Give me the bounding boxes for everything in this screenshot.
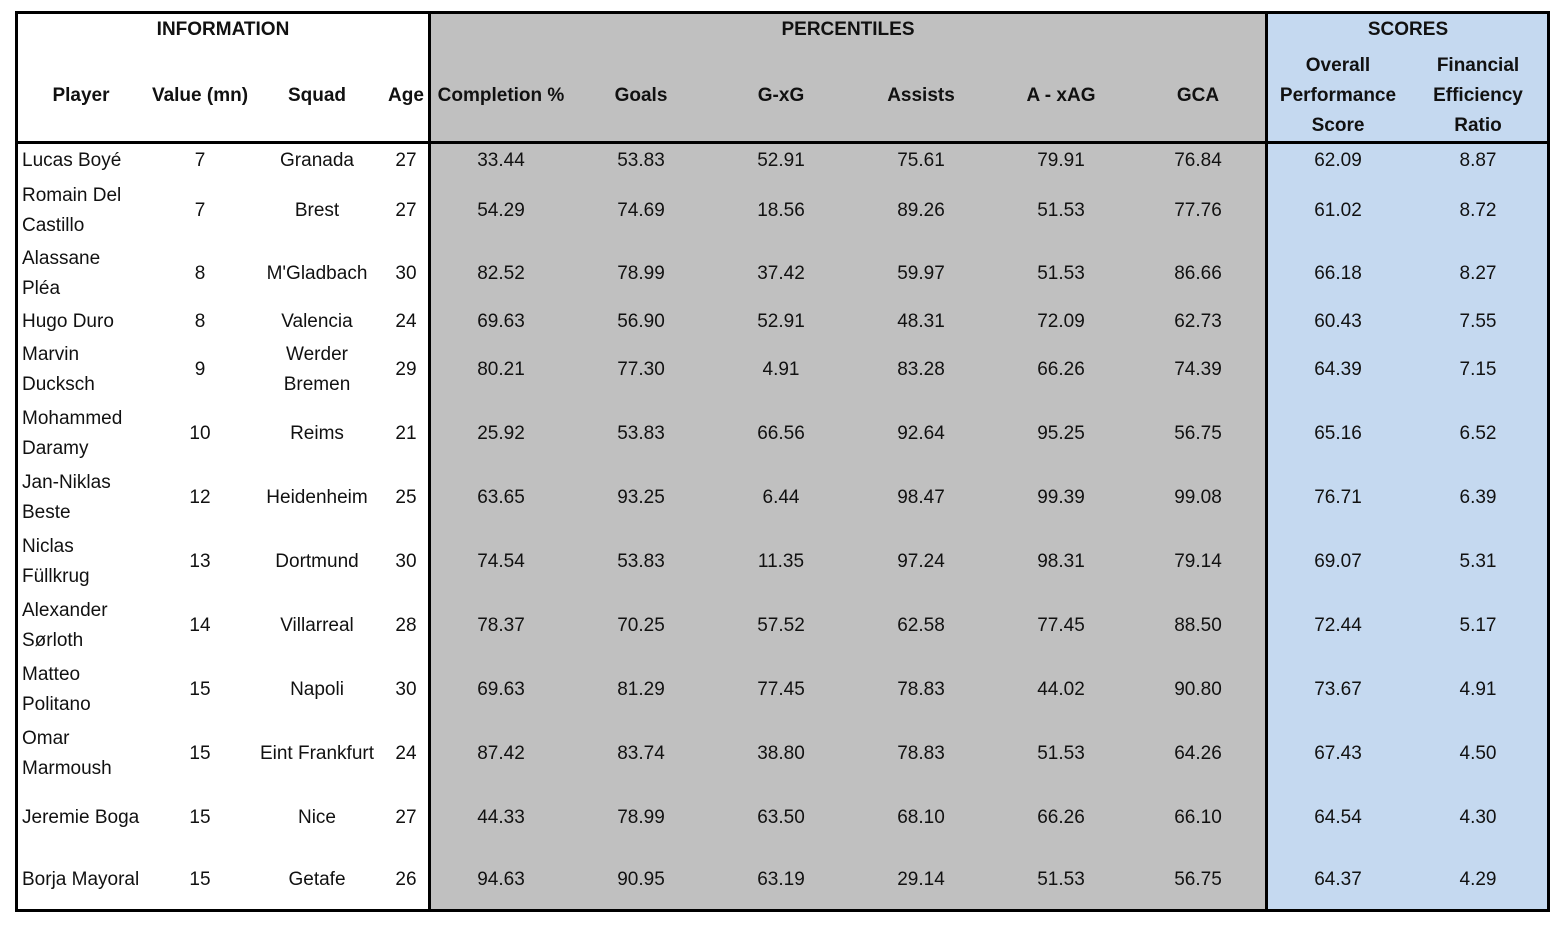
cell-financial-efficiency-ratio: 5.17 (1459, 615, 1497, 636)
cell-assists: 68.10 (897, 807, 945, 828)
cell-a-xag: 66.26 (1037, 359, 1085, 380)
column-header-label: A - xAG (1026, 85, 1096, 106)
cell-completion: 54.29 (477, 200, 525, 221)
cell-completion: 63.65 (477, 487, 525, 508)
cell-gca: 77.76 (1174, 200, 1222, 221)
cell-overall-performance-score: 66.18 (1314, 263, 1362, 284)
column-header-label: Financial Efficiency Ratio (1433, 55, 1523, 136)
cell-financial-efficiency-ratio: 8.27 (1459, 263, 1497, 284)
cell-assists: 83.28 (897, 359, 945, 380)
cell-player: Hugo Duro (22, 311, 114, 332)
cell-a-xag: 79.91 (1037, 150, 1085, 171)
cell-age: 30 (395, 551, 417, 572)
cell-gca: 79.14 (1174, 551, 1222, 572)
cell-player: Matteo Politano (22, 664, 91, 715)
cell-player: Romain Del Castillo (22, 185, 122, 236)
cell-player: Lucas Boyé (22, 150, 122, 171)
column-header-age (384, 50, 428, 142)
column-header-g-xg (711, 50, 851, 142)
cell-assists: 97.24 (897, 551, 945, 572)
cell-goals: 53.83 (617, 423, 665, 444)
player-table (15, 11, 1550, 912)
cell-age: 28 (395, 615, 417, 636)
cell-assists: 98.47 (897, 487, 945, 508)
cell-completion: 33.44 (477, 150, 525, 171)
cell-assists: 78.83 (897, 743, 945, 764)
cell-a-xag: 98.31 (1037, 551, 1085, 572)
cell-goals: 78.99 (617, 263, 665, 284)
cell-g-xg: 37.42 (757, 263, 805, 284)
column-header-label: Assists (887, 85, 955, 106)
column-header-squad (258, 50, 376, 142)
group-title-percentiles: PERCENTILES (781, 19, 915, 40)
cell-financial-efficiency-ratio: 8.87 (1459, 150, 1497, 171)
column-header-completion (431, 50, 571, 142)
cell-goals: 53.83 (617, 551, 665, 572)
cell-squad: Napoli (290, 679, 344, 700)
cell-completion: 69.63 (477, 679, 525, 700)
cell-a-xag: 51.53 (1037, 200, 1085, 221)
cell-value: 15 (189, 743, 211, 764)
cell-gca: 62.73 (1174, 311, 1222, 332)
cell-value: 15 (189, 869, 211, 890)
cell-overall-performance-score: 65.16 (1314, 423, 1362, 444)
cell-player: Niclas Füllkrug (22, 536, 90, 587)
cell-g-xg: 18.56 (757, 200, 805, 221)
cell-financial-efficiency-ratio: 6.39 (1459, 487, 1497, 508)
cell-financial-efficiency-ratio: 5.31 (1459, 551, 1497, 572)
cell-assists: 59.97 (897, 263, 945, 284)
cell-g-xg: 77.45 (757, 679, 805, 700)
cell-value: 7 (194, 200, 206, 221)
group-title-scores: SCORES (1367, 19, 1449, 40)
cell-completion: 80.21 (477, 359, 525, 380)
cell-assists: 89.26 (897, 200, 945, 221)
cell-age: 24 (395, 743, 417, 764)
column-header-financial-efficiency-ratio (1408, 50, 1548, 142)
cell-squad: Nice (297, 807, 336, 828)
column-header-goals (571, 50, 711, 142)
cell-value: 14 (189, 615, 211, 636)
cell-value: 8 (194, 311, 206, 332)
cell-gca: 56.75 (1174, 423, 1222, 444)
cell-age: 27 (395, 807, 417, 828)
column-header-label: G-xG (757, 85, 805, 106)
cell-g-xg: 63.19 (757, 869, 805, 890)
cell-goals: 56.90 (617, 311, 665, 332)
cell-gca: 88.50 (1174, 615, 1222, 636)
cell-financial-efficiency-ratio: 4.30 (1459, 807, 1497, 828)
cell-financial-efficiency-ratio: 8.72 (1459, 200, 1497, 221)
column-header-label: Overall Performance Score (1279, 55, 1397, 136)
cell-assists: 62.58 (897, 615, 945, 636)
cell-overall-performance-score: 69.07 (1314, 551, 1362, 572)
cell-overall-performance-score: 76.71 (1314, 487, 1362, 508)
column-header-label: Squad (287, 85, 347, 106)
cell-a-xag: 95.25 (1037, 423, 1085, 444)
cell-g-xg: 66.56 (757, 423, 805, 444)
column-header-label: Player (52, 85, 110, 106)
column-header-label: Completion % (437, 85, 565, 106)
column-header-a-xag (991, 50, 1131, 142)
cell-a-xag: 72.09 (1037, 311, 1085, 332)
cell-completion: 25.92 (477, 423, 525, 444)
cell-overall-performance-score: 61.02 (1314, 200, 1362, 221)
cell-age: 30 (395, 679, 417, 700)
cell-goals: 70.25 (617, 615, 665, 636)
cell-squad: Valencia (281, 311, 353, 332)
cell-age: 27 (395, 200, 417, 221)
cell-goals: 90.95 (617, 869, 665, 890)
cell-a-xag: 77.45 (1037, 615, 1085, 636)
cell-assists: 92.64 (897, 423, 945, 444)
cell-goals: 81.29 (617, 679, 665, 700)
cell-completion: 78.37 (477, 615, 525, 636)
cell-completion: 74.54 (477, 551, 525, 572)
cell-goals: 78.99 (617, 807, 665, 828)
cell-squad: Dortmund (275, 551, 359, 572)
cell-value: 15 (189, 807, 211, 828)
cell-g-xg: 11.35 (757, 551, 805, 572)
cell-squad: Reims (290, 423, 344, 444)
cell-financial-efficiency-ratio: 6.52 (1459, 423, 1497, 444)
cell-value: 15 (189, 679, 211, 700)
cell-financial-efficiency-ratio: 7.15 (1459, 359, 1497, 380)
cell-completion: 82.52 (477, 263, 525, 284)
cell-goals: 77.30 (617, 359, 665, 380)
cell-assists: 75.61 (897, 150, 945, 171)
cell-assists: 29.14 (897, 869, 945, 890)
cell-g-xg: 57.52 (757, 615, 805, 636)
column-header-label: Goals (614, 85, 668, 106)
cell-gca: 74.39 (1174, 359, 1222, 380)
column-header-player (22, 50, 140, 142)
cell-goals: 83.74 (617, 743, 665, 764)
column-header-value (142, 50, 258, 142)
cell-assists: 78.83 (897, 679, 945, 700)
cell-goals: 74.69 (617, 200, 665, 221)
cell-g-xg: 63.50 (757, 807, 805, 828)
cell-overall-performance-score: 64.39 (1314, 359, 1362, 380)
column-header-assists (851, 50, 991, 142)
cell-completion: 94.63 (477, 869, 525, 890)
cell-financial-efficiency-ratio: 4.91 (1459, 679, 1497, 700)
cell-player: Alexander Sørloth (22, 600, 108, 651)
cell-a-xag: 51.53 (1037, 743, 1085, 764)
cell-financial-efficiency-ratio: 4.29 (1459, 869, 1497, 890)
cell-gca: 76.84 (1174, 150, 1222, 171)
cell-gca: 64.26 (1174, 743, 1222, 764)
cell-value: 12 (189, 487, 211, 508)
column-header-gca (1131, 50, 1265, 142)
cell-value: 13 (189, 551, 211, 572)
cell-completion: 87.42 (477, 743, 525, 764)
cell-squad: Eint Frankfurt (259, 743, 375, 764)
cell-player: Jan-Niklas Beste (22, 472, 111, 523)
cell-player: Marvin Ducksch (22, 344, 95, 395)
cell-squad: Heidenheim (266, 487, 368, 508)
cell-a-xag: 51.53 (1037, 263, 1085, 284)
cell-g-xg: 4.91 (762, 359, 800, 380)
cell-overall-performance-score: 73.67 (1314, 679, 1362, 700)
cell-age: 24 (395, 311, 417, 332)
cell-age: 27 (395, 150, 417, 171)
cell-assists: 48.31 (897, 311, 945, 332)
cell-squad: Brest (294, 200, 340, 221)
cell-g-xg: 6.44 (762, 487, 800, 508)
cell-value: 7 (194, 150, 206, 171)
cell-gca: 56.75 (1174, 869, 1222, 890)
cell-value: 9 (194, 359, 206, 380)
column-header-label: Age (388, 85, 424, 106)
cell-goals: 53.83 (617, 150, 665, 171)
cell-player: Omar Marmoush (22, 728, 112, 779)
cell-squad: Getafe (288, 869, 346, 890)
cell-age: 21 (395, 423, 417, 444)
cell-age: 26 (395, 869, 417, 890)
cell-completion: 69.63 (477, 311, 525, 332)
cell-a-xag: 51.53 (1037, 869, 1085, 890)
cell-age: 25 (395, 487, 417, 508)
cell-financial-efficiency-ratio: 7.55 (1459, 311, 1497, 332)
cell-overall-performance-score: 64.37 (1314, 869, 1362, 890)
column-header-label: GCA (1176, 85, 1220, 106)
cell-player: Mohammed Daramy (22, 408, 123, 459)
cell-overall-performance-score: 60.43 (1314, 311, 1362, 332)
cell-gca: 90.80 (1174, 679, 1222, 700)
cell-g-xg: 52.91 (757, 150, 805, 171)
cell-gca: 99.08 (1174, 487, 1222, 508)
column-header-overall-performance-score (1268, 50, 1408, 142)
group-title-information: INFORMATION (156, 19, 290, 40)
cell-gca: 86.66 (1174, 263, 1222, 284)
cell-g-xg: 52.91 (757, 311, 805, 332)
cell-overall-performance-score: 64.54 (1314, 807, 1362, 828)
cell-player: Borja Mayoral (22, 869, 140, 890)
cell-age: 29 (395, 359, 417, 380)
cell-age: 30 (395, 263, 417, 284)
cell-value: 10 (189, 423, 211, 444)
cell-gca: 66.10 (1174, 807, 1222, 828)
column-header-label: Value (mn) (151, 85, 249, 106)
cell-a-xag: 44.02 (1037, 679, 1085, 700)
cell-a-xag: 99.39 (1037, 487, 1085, 508)
cell-goals: 93.25 (617, 487, 665, 508)
cell-overall-performance-score: 62.09 (1314, 150, 1362, 171)
cell-value: 8 (194, 263, 206, 284)
cell-a-xag: 66.26 (1037, 807, 1085, 828)
cell-overall-performance-score: 67.43 (1314, 743, 1362, 764)
cell-financial-efficiency-ratio: 4.50 (1459, 743, 1497, 764)
cell-g-xg: 38.80 (757, 743, 805, 764)
cell-overall-performance-score: 72.44 (1314, 615, 1362, 636)
cell-completion: 44.33 (477, 807, 525, 828)
cell-squad: Werder Bremen (283, 344, 351, 395)
cell-squad: Granada (280, 150, 354, 171)
cell-squad: M'Gladbach (266, 263, 368, 284)
cell-player: Alassane Pléa (22, 248, 101, 299)
cell-squad: Villarreal (280, 615, 354, 636)
cell-player: Jeremie Boga (22, 807, 140, 828)
